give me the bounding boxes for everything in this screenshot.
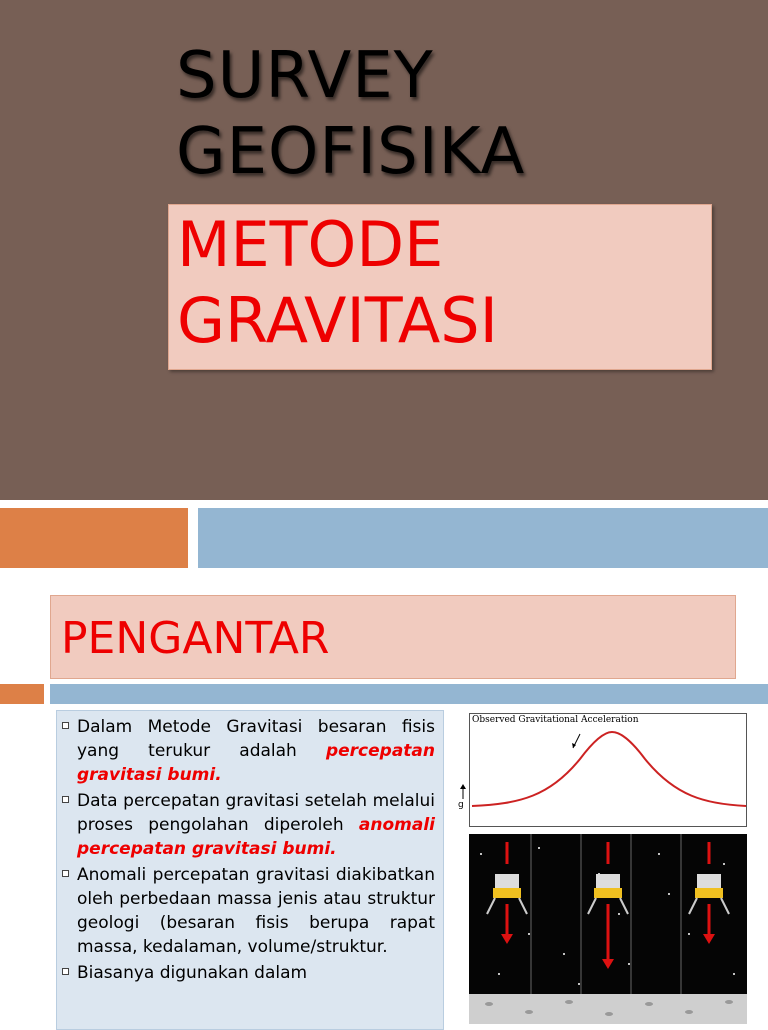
slide-subtitle: METODE GRAVITASI [177,208,498,357]
bullet-item: Biasanya digunakan dalam [77,961,435,985]
bullet-item: Dalam Metode Gravitasi besaran fisis yang terukur adalah percepatan gravitasi bumi. [77,715,435,787]
slide-title: SURVEY GEOFISIKA [176,39,526,189]
accent-bar-blue-small [50,684,768,704]
bullet-square-icon [62,870,69,877]
bullet-square-icon [62,968,69,975]
heading-box [50,595,736,679]
lunar-lander-illustration [469,834,747,994]
lander-image [469,834,747,994]
bullet-item: Data percepatan gravitasi setelah melalui proses pengolahan diperoleh anomali percepatan gravitasi bumi. [77,789,435,861]
content-box [56,710,444,1030]
bullet-list [57,711,443,985]
title-slide [0,0,768,500]
bullet-square-icon [62,722,69,729]
axis-label-g: g [458,800,464,810]
gravity-graph [458,713,747,827]
gravity-curve [470,714,746,826]
highlight-text: percepatan gravitasi bumi. [77,741,435,785]
bullet-item: Anomali percepatan gravitasi diakibatkan oleh perbedaan massa jenis atau struktur geologi (besaran fisis berupa rapat massa, kedalaman, volume/struktur. [77,863,435,959]
highlight-text: anomali percepatan gravitasi bumi. [77,815,435,859]
accent-bar-orange-small [0,684,44,704]
ground-texture [469,994,747,1024]
bullet-square-icon [62,796,69,803]
ground-surface [469,994,747,1024]
section-heading: PENGANTAR [61,613,330,664]
subtitle-box [168,204,712,370]
up-arrow-icon [458,784,468,800]
slide-divider [0,500,768,508]
accent-bar-blue [198,508,768,568]
graph-title: Observed Gravitational Acceleration [472,715,639,725]
accent-bar-orange [0,508,188,568]
